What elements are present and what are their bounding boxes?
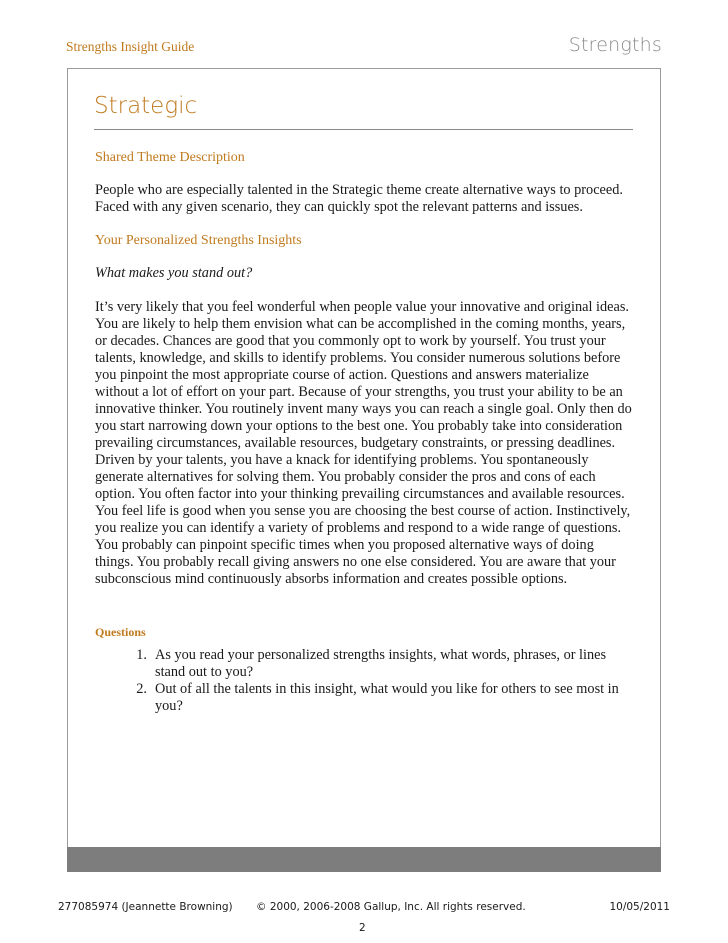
question-text: Out of all the talents in this insight, what would you like for others to see most in you?	[155, 681, 619, 714]
brand-logo-text: Strengths	[568, 34, 662, 56]
insights-text: It’s very likely that you feel wonderful when people value your innovative and original ideas. You are likely to help them envision what can be accomplished in the coming months, years, or decades. Chances are good that you commonly opt to work by yourself. You trust your talents, knowledge, and skills to identify problems. You consider numerous solutions before you pinpoint the most appropriate course of action. Questions and answers materialize without a lot of effort on your part. Because of your strengths, you trust your ability to be an innovative thinker. You routinely invent many ways you can reach a single goal. Only then do you start narrowing down your options to the best one. You probably take into consideration prevailing circumstances, available resources, budgetary constraints, or pressing deadlines. Driven by your talents, you have a knack for identifying problems. You spontaneously generate alternatives for solving them. You probably consider the pros and cons of each option. You often factor into your thinking prevailing circumstances and available resources. You feel life is good when you sense you are choosing the best course of action. Instinctively, you realize you can identify a variety of problems and respond to a wide range of questions. You probably can pinpoint specific times when you proposed alternative ways of doing things. You probably recall giving answers no one else considered. You are aware that your subconscious mind continuously absorbs information and creates possible options.	[95, 299, 632, 587]
title-divider	[94, 129, 633, 130]
shared-description-text: People who are especially talented in the Strategic theme create alternative ways to proceed. Faced with any given scenario, they can quickly spot the relevant patterns and issues.	[95, 182, 623, 215]
footer-bar	[67, 847, 661, 872]
insights-heading: Your Personalized Strengths Insights	[95, 233, 302, 248]
questions-label: Questions	[95, 625, 146, 639]
guide-title: Strengths Insight Guide	[66, 39, 195, 54]
insights-subheading: What makes you stand out?	[95, 265, 253, 281]
theme-title: Strategic	[94, 93, 198, 119]
question-text: As you read your personalized strengths insights, what words, phrases, or lines stand out to you?	[155, 647, 607, 680]
footer-user-id: 277085974 (Jeannette Browning)	[58, 901, 233, 913]
question-number: 1.	[136, 647, 147, 663]
questions-list	[95, 647, 635, 715]
question-number: 2.	[136, 681, 147, 697]
question-item	[95, 681, 635, 715]
page-number: 2	[359, 922, 366, 934]
question-item	[95, 647, 635, 681]
shared-description-heading: Shared Theme Description	[95, 150, 245, 165]
footer-copyright: © 2000, 2006-2008 Gallup, Inc. All rights reserved.	[256, 901, 526, 913]
footer-date: 10/05/2011	[609, 901, 670, 913]
